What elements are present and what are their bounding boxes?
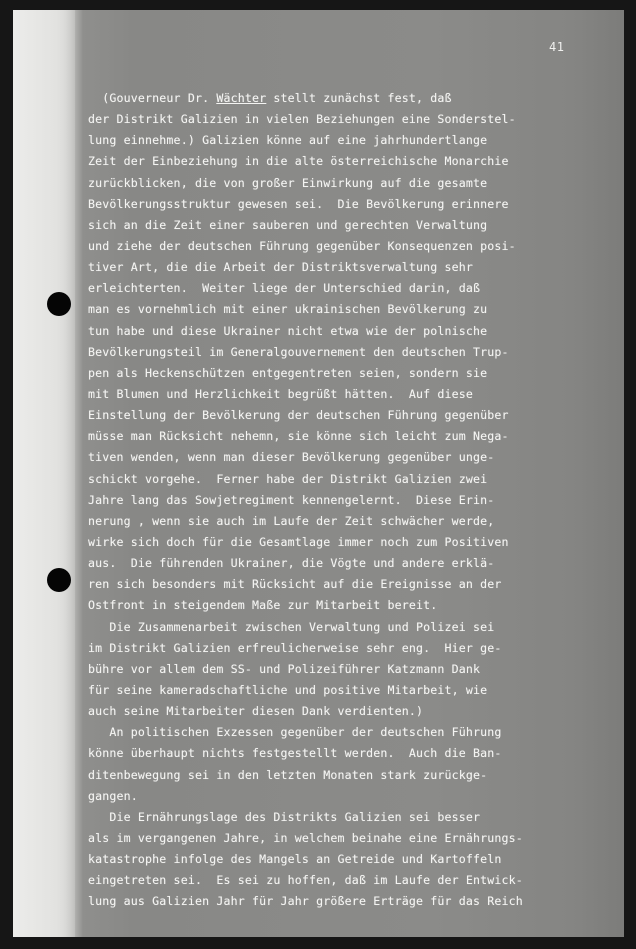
text-line: erleichterten. Weiter liege der Unterschied darin, daß — [88, 281, 481, 296]
text-line: man es vornehmlich mit einer ukrainischen Bevölkerung zu — [88, 302, 488, 317]
text-line: müsse man Rücksicht nehemn, sie könne sich leicht zum Nega- — [88, 429, 509, 444]
text-line: im Distrikt Galizien erfreulicherweise sehr eng. Hier ge- — [88, 640, 502, 655]
underlined-name: Wächter — [216, 91, 267, 105]
text-line: schickt vorgehe. Ferner habe der Distrikt Galizien zwei — [88, 471, 488, 486]
text-line: für seine kameradschaftliche und positive Mitarbeit, wie — [88, 682, 488, 697]
text-line: ditenbewegung sei in den letzten Monaten stark zurückge- — [88, 767, 488, 782]
text-line: Bevölkerungsstruktur gewesen sei. Die Bevölkerung erinnere — [88, 196, 509, 211]
text-line: sich an die Zeit einer sauberen und gerechten Verwaltung — [88, 217, 488, 232]
text-line: als im vergangenen Jahre, in welchem beinahe eine Ernährungs- — [88, 830, 523, 845]
text-line: katastrophe infolge des Mangels an Getreide und Kartoffeln — [88, 852, 502, 867]
text-line: ren sich besonders mit Rücksicht auf die Ereignisse an der — [88, 577, 502, 592]
text-line: Ostfront in steigendem Maße zur Mitarbeit bereit. — [88, 598, 438, 613]
text-line: tiver Art, die die Arbeit der Distriktsverwaltung sehr — [88, 260, 474, 275]
text-line: eingetreten sei. Es sei zu hoffen, daß im Laufe der Entwick- — [88, 873, 523, 888]
text-line: tun habe und diese Ukrainer nicht etwa wie der polnische — [88, 323, 488, 338]
text-line: lung aus Galizien Jahr für Jahr größere Erträge für das Reich — [88, 894, 523, 909]
text-line: (Gouverneur Dr. Wächter stellt zunächst fest, daß — [88, 91, 452, 105]
text-line: auch seine Mitarbeiter diesen Dank verdienten.) — [88, 704, 424, 719]
text-line: Die Ernährungslage des Distrikts Galizien sei besser — [88, 809, 481, 824]
text-line: tiven wenden, wenn man dieser Bevölkerung gegenüber unge- — [88, 450, 495, 465]
text-line: nerung , wenn sie auch im Laufe der Zeit schwächer werde, — [88, 513, 495, 528]
text-line: An politischen Exzessen gegenüber der deutschen Führung — [88, 725, 502, 740]
text-line: pen als Heckenschützen entgegentreten seien, sondern sie — [88, 365, 488, 380]
text-line: gangen. — [88, 788, 138, 803]
text-line: zurückblicken, die von großer Einwirkung auf die gesamte — [88, 175, 488, 190]
text-line: Die Zusammenarbeit zwischen Verwaltung und Polizei sei — [88, 619, 495, 634]
text-line: mit Blumen und Herzlichkeit begrüßt hätten. Auf diese — [88, 386, 474, 401]
punch-hole-bottom — [47, 568, 71, 592]
typewritten-text — [88, 88, 608, 912]
text-line: aus. Die führenden Ukrainer, die Vögte und andere erklä- — [88, 556, 495, 571]
binding-margin — [13, 10, 75, 937]
page-number: 41 — [549, 40, 565, 54]
text-line: lung einnehme.) Galizien könne auf eine jahrhundertlange — [88, 133, 488, 148]
text-line: der Distrikt Galizien in vielen Beziehungen eine Sonderstel- — [88, 112, 516, 127]
text-line: könne überhaupt nichts festgestellt werden. Auch die Ban- — [88, 746, 502, 761]
text-line: Einstellung der Bevölkerung der deutschen Führung gegenüber — [88, 408, 509, 423]
text-line: bühre vor allem dem SS- und Polizeiführer Katzmann Dank — [88, 661, 481, 676]
text-line: Bevölkerungsteil im Generalgouvernement den deutschen Trup- — [88, 344, 509, 359]
text-line: und ziehe der deutschen Führung gegenüber Konsequenzen posi- — [88, 238, 516, 253]
text-line: wirke sich doch für die Gesamtlage immer noch zum Positiven — [88, 534, 509, 549]
text-line: Jahre lang das Sowjetregiment kennengelernt. Diese Erin- — [88, 492, 495, 507]
text-line: Zeit der Einbeziehung in die alte österreichische Monarchie — [88, 154, 509, 169]
punch-hole-top — [47, 292, 71, 316]
